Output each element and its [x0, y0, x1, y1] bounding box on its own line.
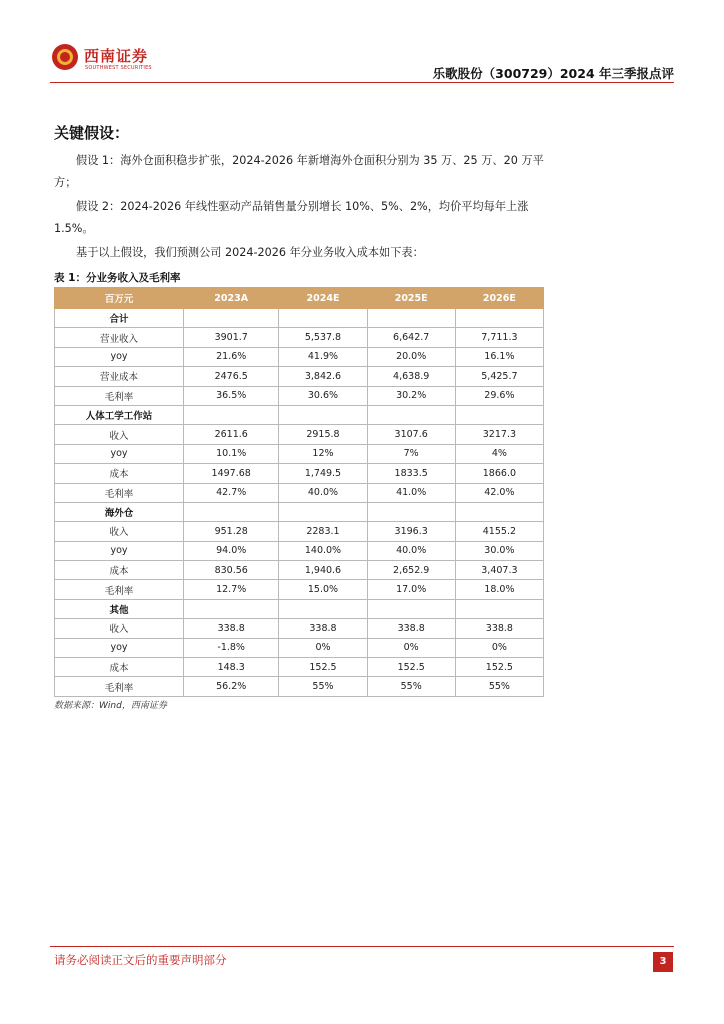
- table-cell: 15.0%: [279, 580, 367, 599]
- table-cell: 951.28: [184, 522, 279, 541]
- logo-english-name: SOUTHWEST SECURITIES: [85, 65, 152, 71]
- table-cell: 2283.1: [279, 522, 367, 541]
- header-unit-label: 百万元: [55, 288, 184, 309]
- table-cell: 30.2%: [367, 386, 455, 405]
- page-header: [0, 0, 724, 84]
- table-row: [55, 619, 544, 638]
- table-cell: 7,711.3: [455, 328, 543, 347]
- table-cell: [184, 599, 279, 618]
- table-cell: 0%: [279, 638, 367, 657]
- table-category-row: [55, 599, 544, 618]
- table-cell: 3,407.3: [455, 561, 543, 580]
- table-cell: 41.9%: [279, 347, 367, 366]
- row-label: 收入: [55, 425, 184, 444]
- table-cell: -1.8%: [184, 638, 279, 657]
- table-cell: [279, 599, 367, 618]
- report-title: 乐歌股份（300729）2024 年三季报点评: [432, 66, 674, 81]
- table-cell: 2915.8: [279, 425, 367, 444]
- table-row: [55, 522, 544, 541]
- table-row: [55, 638, 544, 657]
- table-cell: 18.0%: [455, 580, 543, 599]
- table-cell: [184, 405, 279, 424]
- header-year-3: 2025E: [367, 288, 455, 309]
- table-row: [55, 677, 544, 696]
- table-cell: 3,842.6: [279, 367, 367, 386]
- table-cell: 152.5: [367, 658, 455, 677]
- table-cell: 94.0%: [184, 541, 279, 560]
- table-cell: 6,642.7: [367, 328, 455, 347]
- table-row: [55, 386, 544, 405]
- table-cell: 2476.5: [184, 367, 279, 386]
- header-year-4: 2026E: [455, 288, 543, 309]
- table-cell: 338.8: [279, 619, 367, 638]
- table-cell: 152.5: [279, 658, 367, 677]
- table-cell: 4%: [455, 444, 543, 463]
- table-cell: 3196.3: [367, 522, 455, 541]
- table-cell: 7%: [367, 444, 455, 463]
- table-row: [55, 658, 544, 677]
- row-label: 毛利率: [55, 580, 184, 599]
- header-divider: [50, 82, 674, 83]
- table-cell: 21.6%: [184, 347, 279, 366]
- table-cell: 12%: [279, 444, 367, 463]
- table-cell: 3217.3: [455, 425, 543, 444]
- table-cell: 41.0%: [367, 483, 455, 502]
- table-cell: 3107.6: [367, 425, 455, 444]
- table-cell: 55%: [455, 677, 543, 696]
- table-caption: 表 1：分业务收入及毛利率: [54, 272, 181, 284]
- page-number: 3: [653, 952, 673, 972]
- table-cell: 0%: [455, 638, 543, 657]
- row-label: yoy: [55, 347, 184, 366]
- row-label: 其他: [55, 599, 184, 618]
- table-cell: 152.5: [455, 658, 543, 677]
- row-label: yoy: [55, 638, 184, 657]
- table-cell: [367, 502, 455, 521]
- header-year-1: 2023A: [184, 288, 279, 309]
- table-category-row: [55, 309, 544, 328]
- table-cell: 148.3: [184, 658, 279, 677]
- row-label: 毛利率: [55, 677, 184, 696]
- table-cell: 1866.0: [455, 464, 543, 483]
- row-label: yoy: [55, 444, 184, 463]
- table-cell: 30.0%: [455, 541, 543, 560]
- table-cell: [367, 309, 455, 328]
- table-cell: 55%: [279, 677, 367, 696]
- table-row: [55, 347, 544, 366]
- table-cell: 17.0%: [367, 580, 455, 599]
- table-cell: 16.1%: [455, 347, 543, 366]
- table-cell: 0%: [367, 638, 455, 657]
- row-label: 毛利率: [55, 483, 184, 502]
- table-cell: 56.2%: [184, 677, 279, 696]
- table-cell: 338.8: [455, 619, 543, 638]
- table-cell: 830.56: [184, 561, 279, 580]
- table-cell: 20.0%: [367, 347, 455, 366]
- footer-divider: [50, 946, 674, 947]
- table-cell: 5,425.7: [455, 367, 543, 386]
- table-row: [55, 561, 544, 580]
- table-cell: 30.6%: [279, 386, 367, 405]
- company-logo: [52, 44, 172, 74]
- table-cell: 1,749.5: [279, 464, 367, 483]
- table-cell: [279, 309, 367, 328]
- table-row: [55, 464, 544, 483]
- disclaimer-note: 请务必阅读正文后的重要声明部分: [54, 953, 227, 967]
- table-cell: [279, 502, 367, 521]
- table-cell: 1,940.6: [279, 561, 367, 580]
- section-title: 关键假设：: [54, 124, 130, 142]
- table-cell: 12.7%: [184, 580, 279, 599]
- table-cell: 40.0%: [279, 483, 367, 502]
- table-cell: [367, 405, 455, 424]
- table-cell: 1833.5: [367, 464, 455, 483]
- table-header-row: [55, 288, 544, 309]
- row-label: 收入: [55, 619, 184, 638]
- table-row: [55, 444, 544, 463]
- table-cell: 338.8: [367, 619, 455, 638]
- table-category-row: [55, 502, 544, 521]
- row-label: 营业成本: [55, 367, 184, 386]
- table-cell: 29.6%: [455, 386, 543, 405]
- table-cell: 140.0%: [279, 541, 367, 560]
- assumption-paragraph-1: 假设 1：海外仓面积稳步扩张，2024-2026 年新增海外仓面积分别为 35 万、25 万、20 万平方；: [54, 154, 544, 189]
- table-cell: 10.1%: [184, 444, 279, 463]
- table-cell: 5,537.8: [279, 328, 367, 347]
- row-label: 收入: [55, 522, 184, 541]
- table-cell: 2,652.9: [367, 561, 455, 580]
- table-cell: 42.0%: [455, 483, 543, 502]
- assumption-paragraph-2: 假设 2：2024-2026 年线性驱动产品销售量分别增长 10%、5%、2%，均价平均每年上涨 1.5%。: [54, 200, 529, 235]
- table-cell: [184, 502, 279, 521]
- header-year-2: 2024E: [279, 288, 367, 309]
- row-label: 成本: [55, 464, 184, 483]
- table-cell: [455, 405, 543, 424]
- row-label: 海外仓: [55, 502, 184, 521]
- table-row: [55, 425, 544, 444]
- table-category-row: [55, 405, 544, 424]
- table-cell: 4,638.9: [367, 367, 455, 386]
- table-cell: 2611.6: [184, 425, 279, 444]
- row-label: 营业收入: [55, 328, 184, 347]
- table-cell: [279, 405, 367, 424]
- table-cell: 338.8: [184, 619, 279, 638]
- table-cell: 40.0%: [367, 541, 455, 560]
- table-cell: 1497.68: [184, 464, 279, 483]
- table-cell: [455, 599, 543, 618]
- revenue-margin-table: [54, 287, 544, 697]
- table-cell: [455, 309, 543, 328]
- row-label: yoy: [55, 541, 184, 560]
- row-label: 成本: [55, 561, 184, 580]
- row-label: 人体工学工作站: [55, 405, 184, 424]
- table-cell: [367, 599, 455, 618]
- row-label: 毛利率: [55, 386, 184, 405]
- table-row: [55, 367, 544, 386]
- table-row: [55, 541, 544, 560]
- table-row: [55, 483, 544, 502]
- logo-chinese-name: 西南证券: [84, 47, 149, 65]
- table-cell: [455, 502, 543, 521]
- row-label: 合计: [55, 309, 184, 328]
- data-source-note: 数据来源：Wind，西南证券: [54, 701, 167, 711]
- table-cell: 3901.7: [184, 328, 279, 347]
- table-body: [55, 309, 544, 697]
- table-cell: 36.5%: [184, 386, 279, 405]
- table-row: [55, 328, 544, 347]
- table-cell: [184, 309, 279, 328]
- table-row: [55, 580, 544, 599]
- forecast-intro-paragraph: 基于以上假设，我们预测公司 2024-2026 年分业务收入成本如下表：: [76, 246, 424, 259]
- table-cell: 4155.2: [455, 522, 543, 541]
- row-label: 成本: [55, 658, 184, 677]
- table-cell: 42.7%: [184, 483, 279, 502]
- table-cell: 55%: [367, 677, 455, 696]
- logo-emblem-icon: [52, 44, 78, 70]
